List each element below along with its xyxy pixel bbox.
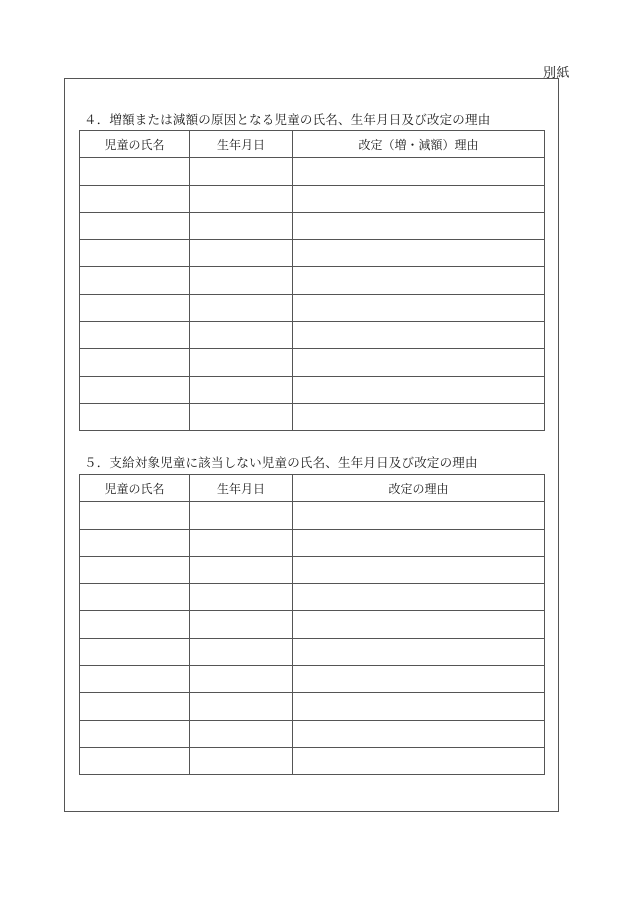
revision-reason-cell[interactable] xyxy=(293,611,545,638)
birth-date-cell[interactable] xyxy=(190,267,293,294)
birth-date-cell[interactable] xyxy=(190,240,293,267)
column-header-birth-date: 生年月日 xyxy=(190,475,293,502)
child-name-cell[interactable] xyxy=(80,529,190,556)
column-header-revision-reason: 改定の理由 xyxy=(293,475,545,502)
revision-reason-cell[interactable] xyxy=(293,638,545,665)
table-row xyxy=(80,376,545,403)
revision-reason-cell[interactable] xyxy=(293,666,545,693)
column-header-child-name: 児童の氏名 xyxy=(80,131,190,158)
revision-reason-cell[interactable] xyxy=(293,267,545,294)
child-name-cell[interactable] xyxy=(80,185,190,212)
revision-reason-cell[interactable] xyxy=(293,747,545,774)
table-row xyxy=(80,638,545,665)
birth-date-cell[interactable] xyxy=(190,584,293,611)
child-name-cell[interactable] xyxy=(80,693,190,720)
column-header-child-name: 児童の氏名 xyxy=(80,475,190,502)
section-4-table xyxy=(79,130,545,431)
revision-reason-cell[interactable] xyxy=(293,584,545,611)
child-name-cell[interactable] xyxy=(80,638,190,665)
revision-reason-cell[interactable] xyxy=(293,158,545,185)
birth-date-cell[interactable] xyxy=(190,747,293,774)
child-name-cell[interactable] xyxy=(80,666,190,693)
child-name-cell[interactable] xyxy=(80,720,190,747)
revision-reason-cell[interactable] xyxy=(293,529,545,556)
table-row xyxy=(80,666,545,693)
table-header-row xyxy=(80,131,545,158)
table-row xyxy=(80,556,545,583)
child-name-cell[interactable] xyxy=(80,212,190,239)
table-row xyxy=(80,267,545,294)
birth-date-cell[interactable] xyxy=(190,611,293,638)
birth-date-cell[interactable] xyxy=(190,666,293,693)
child-name-cell[interactable] xyxy=(80,556,190,583)
column-header-birth-date: 生年月日 xyxy=(190,131,293,158)
revision-reason-cell[interactable] xyxy=(293,185,545,212)
section-5-title: ５．支給対象児童に該当しない児童の氏名、生年月日及び改定の理由 xyxy=(84,455,478,470)
birth-date-cell[interactable] xyxy=(190,693,293,720)
child-name-cell[interactable] xyxy=(80,584,190,611)
revision-reason-cell[interactable] xyxy=(293,240,545,267)
birth-date-cell[interactable] xyxy=(190,502,293,529)
birth-date-cell[interactable] xyxy=(190,529,293,556)
birth-date-cell[interactable] xyxy=(190,403,293,430)
table-row xyxy=(80,212,545,239)
child-name-cell[interactable] xyxy=(80,502,190,529)
table-row xyxy=(80,322,545,349)
table-row xyxy=(80,403,545,430)
revision-reason-cell[interactable] xyxy=(293,403,545,430)
table-row xyxy=(80,240,545,267)
table-header-row xyxy=(80,475,545,502)
birth-date-cell[interactable] xyxy=(190,720,293,747)
birth-date-cell[interactable] xyxy=(190,158,293,185)
table-row xyxy=(80,747,545,774)
section-5-table xyxy=(79,474,545,775)
table-row xyxy=(80,584,545,611)
revision-reason-cell[interactable] xyxy=(293,294,545,321)
revision-reason-cell[interactable] xyxy=(293,556,545,583)
revision-reason-cell[interactable] xyxy=(293,212,545,239)
child-name-cell[interactable] xyxy=(80,747,190,774)
table-row xyxy=(80,611,545,638)
revision-reason-cell[interactable] xyxy=(293,349,545,376)
table-row xyxy=(80,349,545,376)
table-row xyxy=(80,158,545,185)
child-name-cell[interactable] xyxy=(80,294,190,321)
child-name-cell[interactable] xyxy=(80,240,190,267)
table-row xyxy=(80,185,545,212)
column-header-revision-reason: 改定（増・減額）理由 xyxy=(293,131,545,158)
child-name-cell[interactable] xyxy=(80,267,190,294)
birth-date-cell[interactable] xyxy=(190,376,293,403)
birth-date-cell[interactable] xyxy=(190,322,293,349)
revision-reason-cell[interactable] xyxy=(293,322,545,349)
birth-date-cell[interactable] xyxy=(190,349,293,376)
child-name-cell[interactable] xyxy=(80,349,190,376)
section-4-title: ４．増額または減額の原因となる児童の氏名、生年月日及び改定の理由 xyxy=(84,112,491,127)
revision-reason-cell[interactable] xyxy=(293,693,545,720)
birth-date-cell[interactable] xyxy=(190,212,293,239)
child-name-cell[interactable] xyxy=(80,322,190,349)
table-row xyxy=(80,529,545,556)
birth-date-cell[interactable] xyxy=(190,294,293,321)
revision-reason-cell[interactable] xyxy=(293,502,545,529)
child-name-cell[interactable] xyxy=(80,611,190,638)
child-name-cell[interactable] xyxy=(80,403,190,430)
revision-reason-cell[interactable] xyxy=(293,376,545,403)
child-name-cell[interactable] xyxy=(80,158,190,185)
table-row xyxy=(80,720,545,747)
attachment-label: 別紙 xyxy=(542,66,570,81)
birth-date-cell[interactable] xyxy=(190,638,293,665)
table-row xyxy=(80,294,545,321)
revision-reason-cell[interactable] xyxy=(293,720,545,747)
birth-date-cell[interactable] xyxy=(190,185,293,212)
child-name-cell[interactable] xyxy=(80,376,190,403)
birth-date-cell[interactable] xyxy=(190,556,293,583)
table-row xyxy=(80,502,545,529)
table-row xyxy=(80,693,545,720)
